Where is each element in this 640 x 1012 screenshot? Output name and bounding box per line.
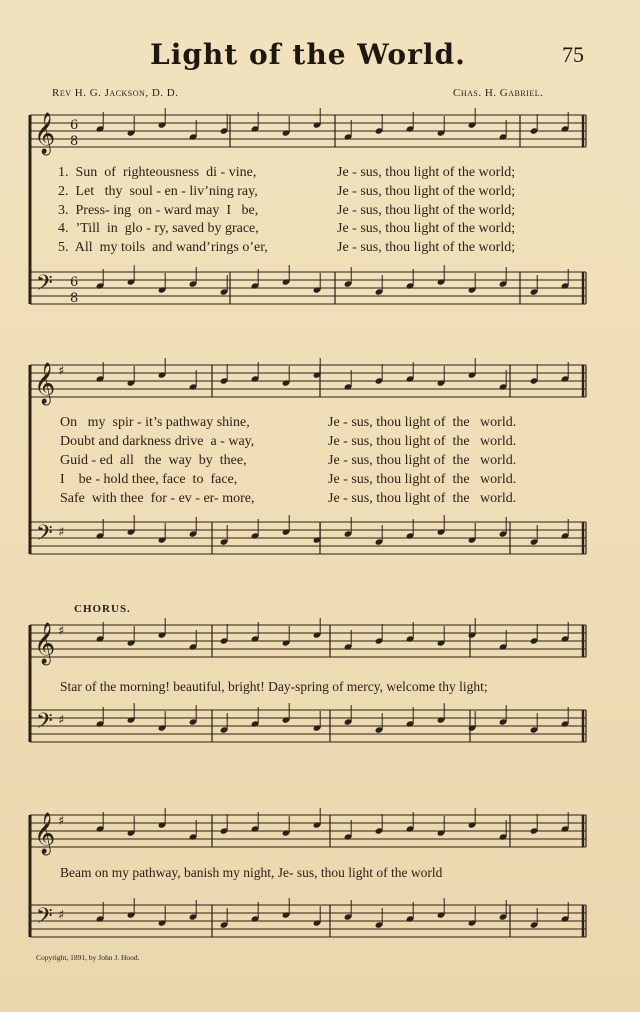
system-2-bass-clef: 𝄢 [36, 521, 53, 551]
composer-credit: Chas. H. Gabriel. [453, 87, 544, 99]
chorus-line-2: Beam on my pathway, banish my night, Je- sus, thou light of the world [60, 865, 443, 880]
system-1-bass-clef: 𝄢 [36, 271, 53, 301]
verse-1-part-c: On my spir - it’s pathway shine, [60, 415, 250, 430]
system-2-key-sig: ♯ [58, 364, 65, 379]
verse-3-part-d: Je - sus, thou light of the world. [328, 453, 517, 468]
verse-1-part-a: 1. Sun of righteousness di - vine, [58, 165, 257, 180]
page-number: 75 [562, 42, 584, 67]
system-3-treble-clef: 𝄞 [34, 623, 56, 664]
chorus-label: CHORUS. [74, 603, 131, 615]
verse-2-part-a: 2. Let thy soul - en - liv’ning ray, [58, 184, 258, 199]
system-4-treble-clef: 𝄞 [34, 813, 56, 854]
hymn-title: Light of the World. [150, 38, 466, 71]
system-1-treble-clef: 𝄞 [34, 113, 56, 154]
time-sig-treble-top: 6 [70, 118, 79, 133]
system-2-treble-clef: 𝄞 [34, 363, 56, 404]
system-2-key-sig-bass: ♯ [58, 525, 65, 540]
time-sig-bass-bottom: 8 [70, 291, 79, 306]
time-sig-treble-bottom: 8 [70, 134, 79, 149]
system-4-bass-clef: 𝄢 [36, 904, 53, 934]
verse-4-part-a: 4. ’Till in glo - ry, saved by grace, [58, 221, 259, 236]
verse-3-part-b: Je - sus, thou light of the world; [337, 203, 516, 218]
verse-3-part-a: 3. Press- ing on - ward may I be, [58, 203, 259, 218]
verse-4-part-c: I be - hold thee, face to face, [60, 472, 238, 487]
time-sig-bass-top: 6 [70, 275, 79, 290]
verse-2-part-b: Je - sus, thou light of the world; [337, 184, 516, 199]
verse-5-part-b: Je - sus, thou light of the world; [337, 240, 516, 255]
system-3-key-sig: ♯ [58, 624, 65, 639]
verse-5-part-c: Safe with thee for - ev - er- more, [60, 491, 255, 506]
verse-5-part-a: 5. All my toils and wand’rings o’er, [58, 240, 268, 255]
verse-5-part-d: Je - sus, thou light of the world. [328, 491, 517, 506]
copyright-notice: Copyright, 1891, by John J. Hood. [36, 953, 140, 962]
verse-1-part-b: Je - sus, thou light of the world; [337, 165, 516, 180]
chorus-line-1: Star of the morning! beautiful, bright! Day-spring of mercy, welcome thy light; [60, 679, 488, 694]
system-3-bass-clef: 𝄢 [36, 709, 53, 739]
lyricist-credit: Rev H. G. Jackson, D. D. [52, 87, 179, 99]
verse-2-part-d: Je - sus, thou light of the world. [328, 434, 517, 449]
verse-2-part-c: Doubt and darkness drive a - way, [60, 434, 255, 449]
system-3-key-sig-bass: ♯ [58, 713, 65, 728]
verse-4-part-b: Je - sus, thou light of the world; [337, 221, 516, 236]
system-4-key-sig: ♯ [58, 814, 65, 829]
verse-4-part-d: Je - sus, thou light of the world. [328, 472, 517, 487]
verse-1-part-d: Je - sus, thou light of the world. [328, 415, 517, 430]
verse-3-part-c: Guid - ed all the way by thee, [60, 453, 247, 468]
system-4-key-sig-bass: ♯ [58, 908, 65, 923]
